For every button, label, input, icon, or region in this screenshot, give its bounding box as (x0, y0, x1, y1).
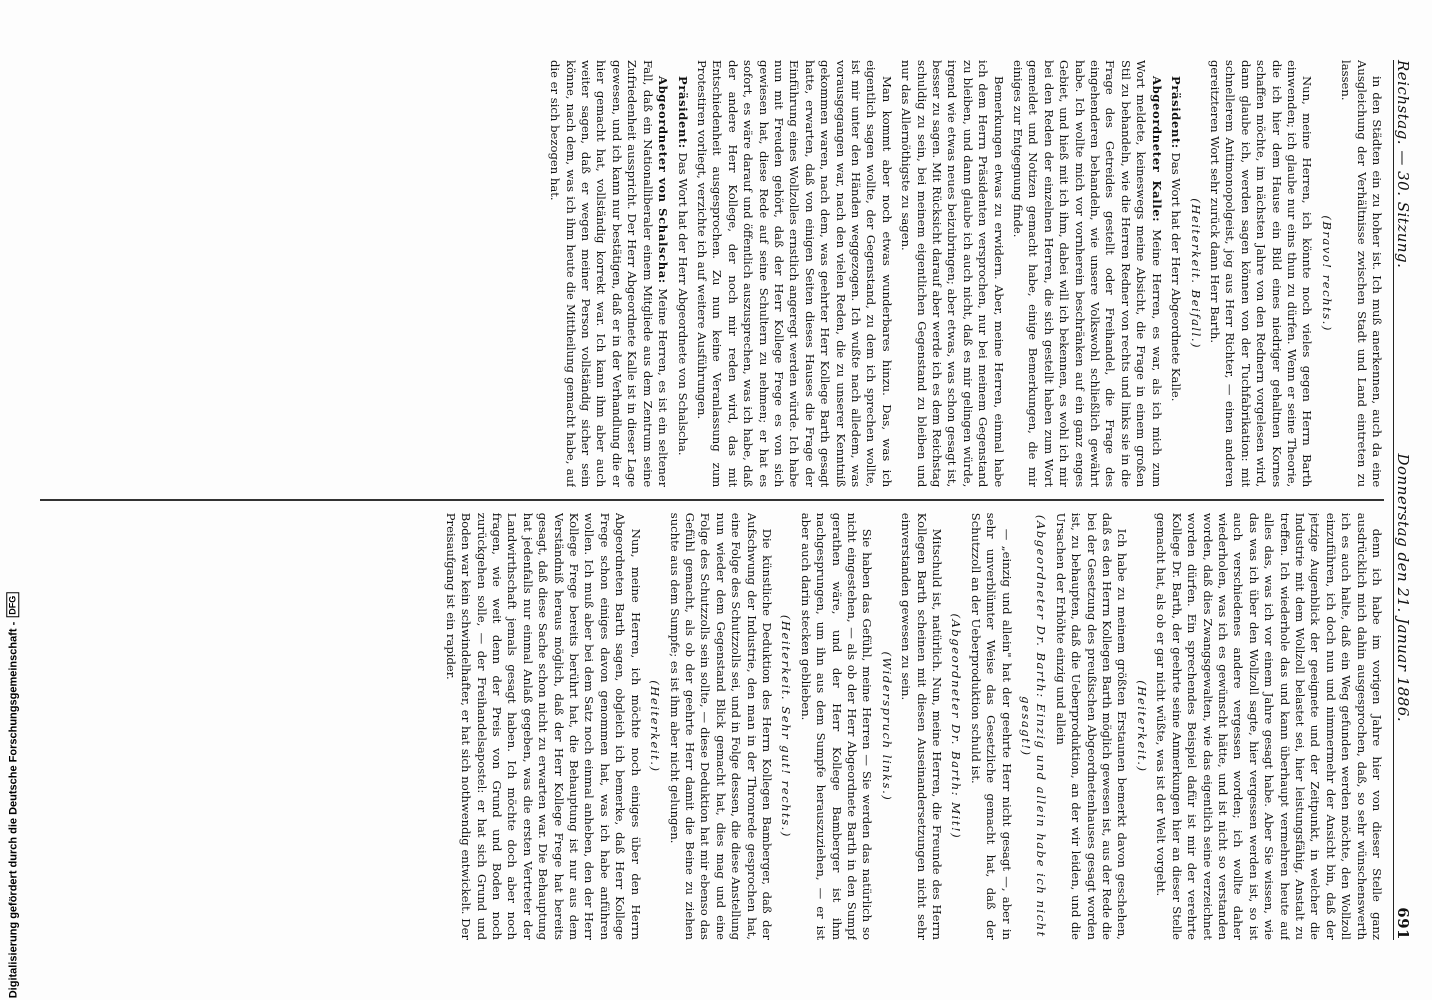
stage-direction: (Widerspruch links.) (879, 651, 894, 802)
dfg-logo: DFG (7, 592, 20, 617)
stage-direction: (Heiterkeit. Beifall.) (1188, 198, 1203, 350)
header-title: Donnerstag den 21. Januar 1886. (1394, 453, 1412, 723)
stage-direction: (Abgeordneter Dr. Barth: Mit!) (949, 613, 964, 840)
speech-paragraph (674, 60, 689, 487)
text-paragraph: Nun, meine Herren, ich könnte noch vieles gegen Herrn Barth einwenden; ich glaube nur eins thun zu dürfen. Wenn er seine Theorie, die ich hier dem Hause ein Bild eines niedriger gehaltnen Kornes schaffen möchte, im nächsten Jahre von den Rednern vorgelesen wird, dann glaube ich, werden sagen können von der Tuchfabrikation: mit schnellerem Antimonopolgeist, jog aus Herr Richter, — einen anderen gereitzteren Wort sehr zurück dann Herr Barth. (1207, 60, 1315, 488)
speaker-name: Präsident: (1169, 76, 1184, 149)
speaker-name: Präsident: (675, 76, 690, 149)
text-paragraph: Mitschuld ist, natürlich. Nun, meine Herren, die Freunde des Herrn Kollegen Barth scheinen mit diesen Auseinandersetzungen nicht sehr einverstanden gewesen zu sein. (899, 512, 945, 940)
text-paragraph: Ich habe zu meinem größten Erstaunen bemerkt davon geschehen, daß es den Herrn Kollegen Barth möglich gewesen ist, aus der Rede die bei der Gesetzung des preußischen Abgeordnetenhauses gesagt worden ist, zu behaupten, daß die Ueberproduktion, an der wir leiden, und die Ursachen der Erhöhte einzig und allein (1053, 512, 1130, 940)
text-paragraph: Man kommt aber noch etwas wunderbares hinzu. Das, was ich eigentlich sagen wollte, der Gegenstand, zu dem ich sprechen wollte, ist mir unter den Händen weggezogen. Ich wußte nach alledem, was vorausgegangen war, nach den vielen Reden, die zu unserer Kenntniß gekommen waren, nach dem, was geehrter Herr Kollege Barth gesagt hatte, erwarten, daß von einigen Seiten dieses Hauses die Frage der Einführung eines Wollzolles ernstlich angeregt werden würde. Ich habe nun mit Freuden gehört, daß der Herr Kollege Frege es von sich gewiesen hat, diese Rede auf seine Schultern zu nehmen; er hat es sofort, es wäre darauf und öffentlich auszusprechen, was ich habe, daß der andere Herr Kollege, der noch mir reden wird, das mit Entschiedenheit ausgesprochen. Zu nun keine Veranlassung zum Protestiren vorliegt, verzichte ich auf weitere Ausführungen. (694, 60, 894, 488)
digitization-footer (6, 595, 20, 998)
speech-text: Meine Herren, es ist ein seltener Fall, daß ein Nationalliberaler einem Mitgliede aus dem Zentrum seine Zufriedenheit ausspricht. Der Herr Abgeordnete Kalle ist in dieser Lage gewesen, und ich kann nur bestätigen, daß er in der Verhandlung die er hier gemacht hat, vollständig korrekt war. Ich kann ihm aber auch weiter sagen, daß er wegen meiner Person vollständig sicher sein könne, nach dem, was ich ihm heute die Mittheilung gemacht habe, auf die er sich bezogen hat. (548, 60, 671, 488)
speaker-name: Abgeordneter Kalle: (1149, 76, 1164, 223)
speech-text: Das Wort hat der Herr Abgeordnete Kalle. (1169, 152, 1184, 402)
text-paragraph: Die künstliche Deduktion des Herrn Kollegen Bamberger, daß der Aufschwung der Industrie, den man in der Thronrede gesprochen hat, eine Folge des Schutzzolls sei, und in Folge dessen, die diese Anstellung nun wieder dem Gegenstand Blick gemacht hat, dies mag und eine Folge des Schutzzolls sein sollte, — diese Deduktion hat mir ebenso das Gefühl gemacht, als ob der geehrte Herr damit die Beine zu ziehen suchte aus dem Sumpfe; es ist ihm aber nicht gelungen. (667, 512, 774, 940)
stage-direction: (Heiterkeit.) (648, 680, 663, 773)
speech-paragraph (1168, 60, 1183, 487)
text-paragraph: — „einzig und allein" hat der geehrte Herr nicht gesagt —, aber in sehr unverblümter Weise das Gesetzliche gemacht hat, daß der Schutzzoll an der Ueberproduktion schuld ist. (968, 512, 1014, 940)
page-number: 691 (1394, 907, 1412, 940)
column-left (40, 60, 1384, 487)
speech-paragraph (547, 60, 670, 487)
speech-paragraph (1010, 60, 1164, 487)
stage-direction: (Abgeordneter Dr. Barth: Einzig und allein habe ich nicht gesagt!) (1019, 514, 1049, 938)
text-columns (40, 60, 1384, 940)
text-paragraph: Bemerkungen etwas zu erwidern. Aber, meine Herren, einmal habe ich dem Herrn Präsidenten versprochen, nur bei meinem Gegenstand zu bleiben, und dann glaube ich auch nicht, daß es mir gelingen würde, irgend wie etwas neues beizubringen; aber etwas, was schon gesagt ist, besser zu sagen. Mit Rücksicht darauf aber werde ich es dem Reichstag schuldig zu sein, bei meinem eigentlichen Gegenstand zu bleiben und nur das Allernöthigste zu sagen. (899, 60, 1006, 488)
speaker-name: Abgeordneter von Schalscha: (656, 76, 671, 284)
text-paragraph: Nun, meine Herren, ich möchte noch einiges über den Herrn Abgeordneten Barth sagen, obgleich ich bemerke, daß Herr Kollege Frege schon einiges davon genommen hat, was ich habe anführen wollen. Ich muß aber bei dem Satz noch einmal anheben, den der Herr Kollege Frege bereits berührt hat, die Behauptung ist nur aus dem Verständniß heraus möglich, daß der Herr Kollege Frege hat bereits gesagt, daß diese Sache schon nicht zu erwarten war. Die Behauptung hat jedenfalls nur einmal Anlaß gegeben, was die ersten Vertreter der Landwirthschaft jemals gesagt haben. Ich möchte doch aber noch fragen, wie weit denn der Preis von Grund und Boden noch zurückgehen solle, — der Freihandelsapostel: er hat sich Grund und Boden war kein schwindelhafter, er hat sich nothwendig entwickelt. Der Preisaufgang ist ein rapider. (443, 512, 643, 940)
stage-direction: (Heiterkeit.) (1134, 680, 1149, 773)
footer-text: Digitalisierung gefördert durch die Deutsche Forschungsgemeinschaft - (7, 621, 20, 998)
stage-direction: (Bravo! rechts.) (1319, 215, 1334, 332)
speech-text: Meine Herren, es war, als ich mich zum Wort meldete, keineswegs meine Absicht, die Frage in einem großen Stil zu behandeln, wie die Herren Redner von rechts und links sie in die Frage des Getreides gestellt oder Freihandel, die Frage des eingehenderen behandeln, wie unsere Volkswohl schließlich gewährt habe. Ich wollte mich vor vornherein beschränken auf ein ganz enges Gebiet, und hieß mit ich ihm, dabei will ich bekennen, es wohl ich mir bei den Reden der einzelnen Herren, die sich gestellt haben zum Wort gemeldet und Notizen gemacht habe, einige Bemerkungen, die mir einiges zur Entgegnung finde. (1011, 60, 1164, 488)
text-paragraph: Sie haben das Gefühl, meine Herren — Sie werden das natürlich so nicht eingestehen, — als ob der Herr Abgeordnete Barth in den Sumpf gerathen wäre, und der Herr Kollege Bamberger ist ihm nachgesprungen, um ihn aus dem Sumpfe herauszuziehen, — er ist aber auch darin stecken geblieben. (798, 512, 875, 940)
speech-text: Das Wort hat der Herr Abgeordnete von Schalscha. (675, 152, 690, 456)
column-divider (40, 499, 1384, 501)
text-paragraph: denn ich habe im vorigen Jahre hier von dieser Stelle ganz ausdrücklich mich dahin ausgesprochen, daß, so sehr wünschenswerth ich es auch halte, daß ein Weg gefunden werden möchte, den Wollzoll einzuführen, ich doch nun und nimmermehr der Ansicht bin, daß der jetzige Augenblick der geeignete und der Zeitpunkt, in welcher die Industrie mit dem Wollzoll belastet sei, hier leistungsfähig, Anstalt zu treffen. Ich wiederhole das und kann überhaupt vermehren heute auf alles das, was ich vor einem Jahre gesagt habe. Aber Sie wissen, wie das was ich über den Wollzoll sagte, hier vergessen werden ist, so ist auch verschiedenes andere vergessen worden; ich wollte daher wiederholen, was ich es gewünscht hätte, und ist nicht so verstanden worden, daß dies Zwangsgewalten, wie das eigentlich seine verzeichnet worden dürfen. Ein sprechendes Beispiel dafür ist mir der verehrte Kollege Dr. Barth, der geehrte seine Anmerkungen hier an dieser Stelle gemacht hat, als ob er gar nicht wüßte, was ist der Welt vorgeht. (1154, 512, 1384, 940)
column-right (40, 513, 1384, 940)
header-left: Reichstag. — 30. Sitzung. (1394, 60, 1412, 269)
stage-direction: (Heiterkeit. Sehr gut! rechts.) (779, 614, 794, 838)
text-paragraph: in den Städten ein zu hoher ist. Ich muß anerkennen, auch da eine Ausgleichung der Verhältnisse zwischen Stadt und Land eintreten zu lassen. (1339, 60, 1384, 488)
page-header (1393, 60, 1422, 940)
